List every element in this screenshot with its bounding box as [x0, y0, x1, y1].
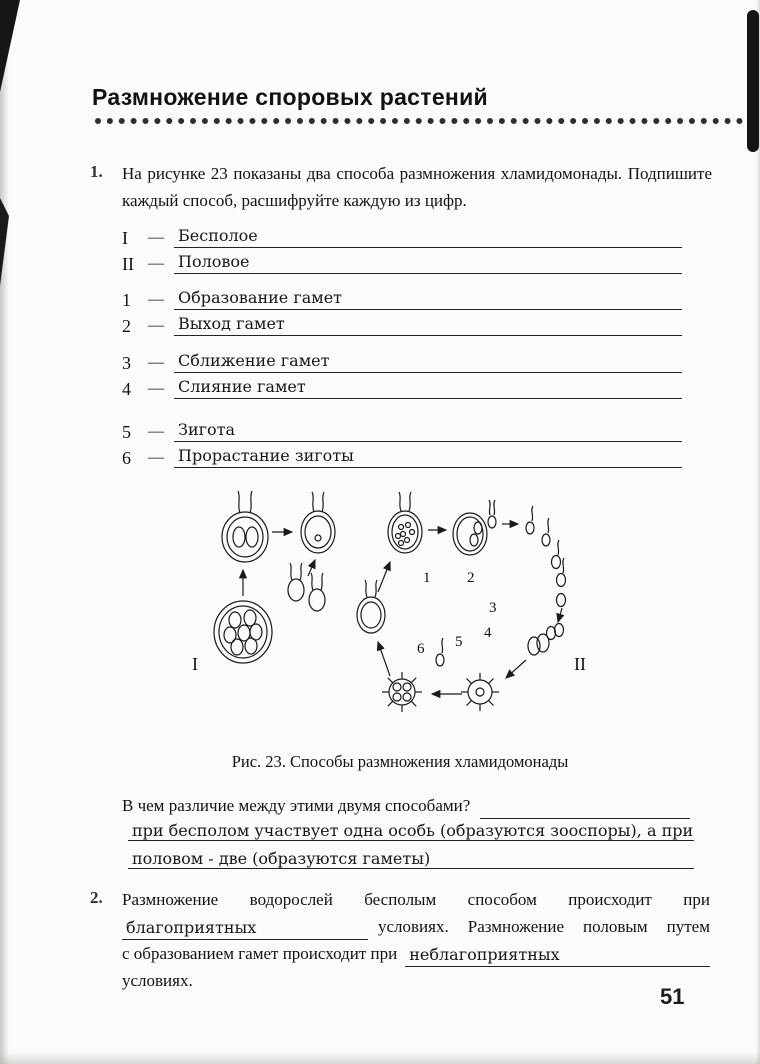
handwritten-answer: Зигота — [178, 420, 236, 439]
blank-unfavorable — [405, 945, 710, 967]
exercise2-line2 — [122, 913, 710, 940]
figure-number-2: 2 — [467, 570, 475, 586]
answer-blank — [174, 446, 682, 468]
answer-row-4 — [122, 373, 682, 399]
blank-favorable — [122, 918, 368, 940]
figure-23 — [140, 480, 620, 752]
handwritten-answer: Слияние гамет — [178, 377, 306, 396]
handwritten-answer: Выход гамет — [178, 314, 285, 333]
free-answer-line-2 — [128, 842, 694, 869]
asexual-cycle — [214, 491, 335, 663]
chlamydomonas-diagram — [140, 480, 620, 752]
figure-number-4: 4 — [484, 625, 492, 641]
handwritten-answer: Прорастание зиготы — [178, 446, 354, 465]
exercise1-prompt: На рисунке 23 показаны два способа размножения хламидомонады. Подпишите каждый способ, расшифруйте каждую из цифр. — [122, 164, 712, 210]
question-text: В чем различие между этими двумя способами? — [122, 796, 471, 815]
sexual-cycle — [357, 492, 566, 712]
figure-number-5: 5 — [455, 634, 463, 650]
handwritten-answer: при бесполом участвует одна особь (образуются зооспоры), а при — [132, 821, 694, 840]
answer-label: 5 — [122, 422, 131, 442]
answer-label: 3 — [122, 353, 131, 373]
dash: — — [148, 317, 164, 334]
answer-label: 4 — [122, 379, 131, 399]
dotted-divider — [95, 118, 743, 124]
exercise2-line4: условиях. — [122, 971, 193, 990]
answer-row-1 — [122, 284, 682, 310]
dash: — — [148, 255, 164, 272]
figure-number-3: 3 — [489, 600, 497, 616]
figure-label-II: II — [574, 654, 586, 674]
scan-corner-top-left — [0, 0, 20, 92]
scan-edge-left — [0, 0, 9, 1064]
answer-blank — [174, 226, 682, 248]
handwritten-answer: Бесполое — [178, 226, 258, 245]
answer-blank — [174, 314, 682, 336]
scan-strip-right — [747, 10, 759, 152]
exercise1-number: 1. — [90, 162, 103, 181]
answer-row-I — [122, 222, 682, 248]
figure-number-1: 1 — [423, 570, 431, 586]
dash: — — [148, 291, 164, 308]
answer-label: II — [122, 254, 134, 274]
exercise2-line2-text: условиях. Размножение половым путем — [378, 917, 710, 936]
dash: — — [148, 449, 164, 466]
answer-blank — [174, 288, 682, 310]
page-title: Размножение споровых растений — [92, 84, 488, 110]
exercise2-line1: Размножение водорослей бесполым способом происходит при — [122, 890, 710, 909]
answer-row-3 — [122, 347, 682, 373]
handwritten-answer: половом - две (образуются гаметы) — [132, 849, 431, 868]
exercise1-answer-list — [122, 222, 682, 468]
free-answer-line-1 — [128, 814, 694, 841]
handwritten-answer: Образование гамет — [178, 288, 343, 307]
handwritten-answer: Сближение гамет — [178, 351, 330, 370]
answer-label: 1 — [122, 290, 131, 310]
handwritten-answer: неблагоприятных — [409, 945, 560, 964]
page-number: 51 — [660, 984, 685, 1009]
exercise2 — [122, 886, 710, 994]
answer-label: 2 — [122, 316, 131, 336]
dash: — — [148, 423, 164, 440]
answer-blank — [174, 252, 682, 274]
answer-row-II — [122, 248, 682, 274]
dash: — — [148, 380, 164, 397]
dash: — — [148, 354, 164, 371]
figure-number-6: 6 — [417, 641, 425, 657]
answer-row-2 — [122, 310, 682, 336]
exercise2-line3 — [122, 940, 710, 967]
answer-label: 6 — [122, 448, 131, 468]
handwritten-answer: благоприятных — [126, 918, 257, 937]
scan-notch-left — [0, 198, 9, 286]
answer-blank — [174, 351, 682, 373]
answer-row-5 — [122, 416, 682, 442]
answer-label: I — [122, 228, 128, 248]
answer-row-6 — [122, 442, 682, 468]
scan-edge-right — [756, 0, 760, 1064]
answer-blank — [174, 420, 682, 442]
exercise2-line3-text: с образованием гамет происходит при — [122, 944, 398, 963]
figure-caption: Рис. 23. Способы размножения хламидомонады — [231, 752, 569, 771]
scan-edge-bottom — [0, 1052, 760, 1064]
answer-blank — [174, 377, 682, 399]
exercise2-number: 2. — [90, 888, 103, 907]
figure-label-I: I — [192, 654, 198, 674]
dash: — — [148, 229, 164, 246]
handwritten-answer: Половое — [178, 252, 250, 271]
